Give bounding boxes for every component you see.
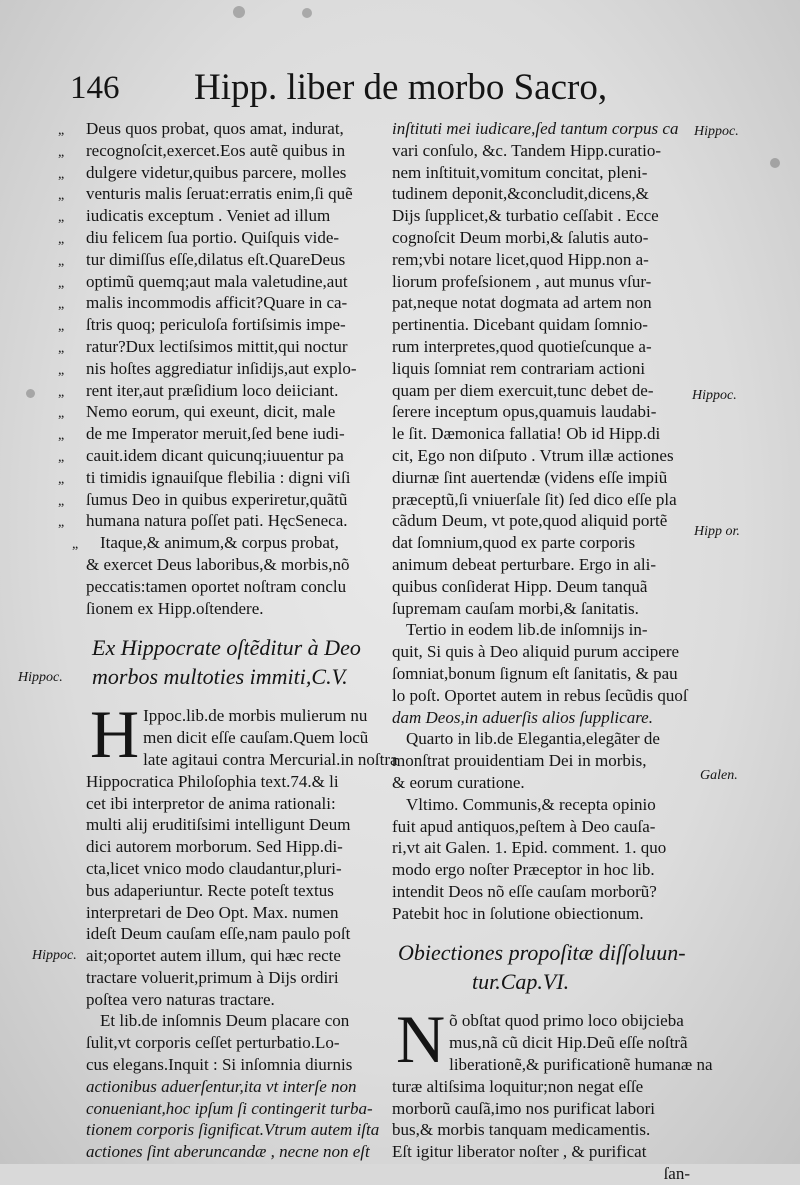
text-line: bus adaperiuntur. Recte poteſt textus — [86, 880, 334, 900]
text-line: nem inſtituit,vomitum concitat, pleni- — [392, 162, 648, 182]
drop-cap: H — [90, 696, 140, 773]
text-line: Patebit hoc in ſolutione obiectionum. — [392, 903, 644, 923]
text-line: Dijs ſupplicet,& turbatio ceſſabit . Ecce — [392, 206, 659, 226]
text-line: õ obſtat quod primo loco obijcieba — [449, 1011, 684, 1031]
text-line: interpretari de Deo Opt. Max. numen — [86, 902, 339, 922]
margin-note: Hippoc. — [18, 670, 63, 685]
ink-spot — [770, 158, 780, 168]
text-line: poſtea vero naturas tractare. — [86, 989, 275, 1009]
text-line: diurnæ ſint auertendæ (videns eſſe impiũ — [392, 467, 668, 487]
margin-note: Hippoc. — [694, 124, 739, 139]
text-line: Vltimo. Communis,& recepta opinio — [406, 794, 656, 814]
text-line: ri,vt ait Galen. 1. Epid. comment. 1. quo — [392, 838, 667, 858]
text-line: late agitaui contra Mercurial.in noſtra — [143, 749, 398, 769]
text-line: & exercet Deus laboribus,& morbis,nõ — [86, 554, 350, 574]
text-line: men dicit eſſe cauſam.Quem locũ — [143, 728, 369, 748]
page-header — [70, 66, 608, 116]
text-line: „ venturis malis ſeruat:erratis enim,ſi quẽ — [58, 184, 353, 204]
text-line: quibus conſiderat Hipp. Deum tanquã — [392, 576, 648, 596]
margin-note: Hippoc. — [32, 948, 77, 963]
text-line: lo poſt. Oportet autem in rebus ſecũdis quoſ — [392, 685, 688, 705]
text-line: quit, Si quis à Deo aliquid purum accipere — [392, 642, 680, 662]
text-line: quam per diem exercuit,tunc debet de- — [392, 380, 654, 400]
text-line: „ nis hoſtes aggrediatur inſidijs,aut explo- — [58, 358, 357, 378]
text-line: Hippocratica Philoſophia text.74.& li — [86, 771, 339, 791]
text-line: cognoſcit Deum morbi,& ſalutis auto- — [392, 227, 649, 247]
text-line: „ humana natura poſſet pati. HęcSeneca. — [58, 511, 348, 531]
chapter-heading — [392, 938, 690, 996]
chapter-heading-line: Ex Hippocrate oſtẽditur à Deo — [92, 635, 361, 661]
text-line: vari conſulo, &c. Tandem Hipp.curatio- — [392, 140, 662, 160]
text-line: Quarto in lib.de Elegantia,elegãter de — [406, 729, 660, 749]
text-line: „ cauit.idem dicant quicunq;iuuentur pa — [58, 445, 344, 465]
text-line: animum debeat perturbare. Ergo in ali- — [392, 554, 657, 574]
text-line: liquis ſomniat rem contrariam actioni — [392, 358, 646, 378]
text-line: „ recognoſcit,exercet.Eos autẽ quibus in — [58, 140, 346, 160]
text-line: tractare voluerit,primum à Dijs ordiri — [86, 967, 339, 987]
text-line: Ippoc.lib.de morbis mulierum nu — [143, 706, 368, 726]
text-line: ſionem ex Hipp.oſtendere. — [86, 598, 264, 618]
text-line: „ rent iter,aut præſidium loco deiiciant. — [58, 380, 339, 400]
text-line: peccatis:tamen oportet noſtram conclu — [86, 576, 347, 596]
text-line: inſtituti mei iudicare,ſed tantum corpus ca — [392, 119, 679, 138]
text-line: Eſt igitur liberator noſter , & purificat — [392, 1142, 647, 1162]
chapter-heading-line: morbos multoties immiti,C.V. — [92, 664, 348, 690]
text-line: ideſt Deum cauſam eſſe,nam paulo poſt — [86, 924, 351, 944]
right-column — [392, 118, 713, 1185]
text-line: „ Deus quos probat, quos amat, indurat, — [58, 119, 344, 138]
text-line: turæ altiſsima loquitur;non negat eſſe — [392, 1076, 644, 1096]
text-line: Tertio in eodem lib.de inſomnijs in- — [406, 620, 648, 640]
text-line: ſupremam cauſam morbi,& ſanitatis. — [392, 598, 639, 618]
text-line: ſulit,vt corporis ceſſet perturbatio.Lo- — [86, 1033, 340, 1053]
text-line: „ diu felicem ſua portio. Quiſquis vide- — [58, 227, 340, 247]
chapter-v-continuation — [392, 118, 690, 924]
text-line: tudinem deponit,&concludit,dicens,& — [392, 184, 649, 204]
text-line: modo ergo noſter Præceptor in hoc lib. — [392, 860, 655, 880]
catchword: ſan- — [663, 1164, 690, 1184]
ink-spot — [233, 6, 245, 18]
chapter-heading-line: tur.Cap.VI. — [472, 969, 570, 995]
chapter-v-text — [86, 696, 398, 1163]
text-line: „ Nemo eorum, qui exeunt, dicit, male — [58, 402, 336, 422]
text-line: cus elegans.Inquit : Si inſomnia diurnis — [86, 1055, 353, 1075]
chapter-heading — [86, 633, 386, 691]
text-line: fuit apud antiquos,peſtem à Deo cauſa- — [392, 816, 656, 836]
text-line: morborũ cauſã,imo nos purificat labori — [392, 1098, 655, 1118]
text-line: cta,licet vnico modo claudantur,pluri- — [86, 858, 342, 878]
margin-note: Galen. — [700, 768, 738, 783]
margin-note: Hipp or. — [694, 524, 740, 539]
text-line: dam Deos,in aduerſis alios ſupplicare. — [392, 707, 653, 727]
text-line: „ optimũ quemq;aut mala valetudine,aut — [58, 271, 348, 291]
text-line: dici autorem morborum. Sed Hipp.di- — [86, 837, 343, 857]
text-line: & eorum curatione. — [392, 772, 525, 792]
text-line: ſerere inceptum opus,quamuis laudabi- — [392, 402, 657, 422]
text-line: ait;oportet autem illum, qui hæc recte — [86, 946, 341, 966]
text-line: „ iudicatis exceptum . Veniet ad illum — [58, 206, 331, 226]
text-line: „ Itaque,& animum,& corpus probat, — [72, 533, 339, 553]
text-line: le ſit. Dæmonica fallatia! Ob id Hipp.di — [392, 424, 661, 444]
text-line: dat ſomnium,quod ex parte corporis — [392, 533, 636, 553]
text-line: pertinentia. Dicebant quidam ſomnio- — [392, 315, 648, 335]
text-line: „ ſumus Deo in quibus experiretur,quãtũ — [58, 489, 348, 509]
text-line: liberationẽ,& purificationẽ humanæ na — [449, 1055, 713, 1075]
text-line: „ ratur?Dux lectiſsimos mittit,qui noctur — [58, 336, 348, 356]
text-line: pat,neque notat dogmata ad artem non — [392, 293, 652, 313]
text-line: Et lib.de inſomnis Deum placare con — [100, 1011, 350, 1031]
margin-note: Hippoc. — [692, 388, 737, 403]
text-line: cet ibi interpretor de anima rationali: — [86, 793, 336, 813]
text-line: „ dulgere videtur,quibus parcere, molles — [58, 162, 347, 182]
page-number: 146 — [70, 70, 120, 106]
text-line: cit, Ego non diſputo . Vtrum illæ actiones — [392, 445, 674, 465]
text-line: actiones ſint aberuncandæ , necne non eſt — [86, 1142, 370, 1162]
text-line: mus,nã cũ dicit Hip.Deũ eſſe noſtrã — [449, 1033, 688, 1053]
text-line: ſomniat,bonum ſignum eſt ſanitatis, & pau — [392, 663, 678, 683]
text-line: rem;vbi notare licet,quod Hipp.non a- — [392, 249, 649, 269]
text-line: tionem corporis ſignificat.Vtrum autem iſta — [86, 1120, 380, 1140]
drop-cap: N — [396, 1001, 446, 1078]
text-line: intendit Deos nõ eſſe cauſam morborũ? — [392, 881, 657, 901]
ink-spot — [302, 8, 312, 18]
text-line: „ ſtris quoq; periculoſa fortiſsimis impe- — [58, 315, 346, 335]
running-title: Hipp. liber de morbo Sacro, — [194, 67, 608, 108]
seneca-quotation — [58, 118, 386, 619]
text-line: „ tur dimiſſus eſſe,dilatus eſt.QuareDeus — [58, 249, 346, 269]
text-line: rum interpretes,quod quotieſcunque a- — [392, 336, 652, 356]
text-line: multi alij eruditiſsimi intelligunt Deum — [86, 815, 351, 835]
ink-spot — [26, 389, 35, 398]
chapter-heading-line: Obiectiones propoſitæ diſſoluun- — [398, 940, 686, 966]
text-line: bus,& morbis tanquam medicamentis. — [392, 1120, 651, 1140]
left-column — [58, 118, 398, 1163]
text-line: „ de me Imperator meruit,ſed bene iudi- — [58, 424, 345, 444]
chapter-vi-text — [392, 1001, 713, 1184]
text-line: cãdum Deum, vt pote,quod aliquid portẽ — [392, 511, 668, 531]
text-line: præceptũ,ſi vniuerſale ſit) ſed dico eſſe pla — [392, 489, 677, 509]
text-line: „ malis incommodis afficit?Quare in ca- — [58, 293, 348, 313]
text-line: conueniant,hoc ipſum ſi contingerit turba- — [86, 1098, 373, 1118]
text-line: actionibus aduerſentur,ita vt interſe non — [86, 1076, 357, 1096]
text-line: „ ti timidis ignauiſque flebilia : digni viſi — [58, 467, 351, 487]
text-line: monſtrat prouidentiam Dei in morbis, — [392, 751, 647, 771]
text-line: liorum profeſsionem , aut munus vſur- — [392, 271, 652, 291]
